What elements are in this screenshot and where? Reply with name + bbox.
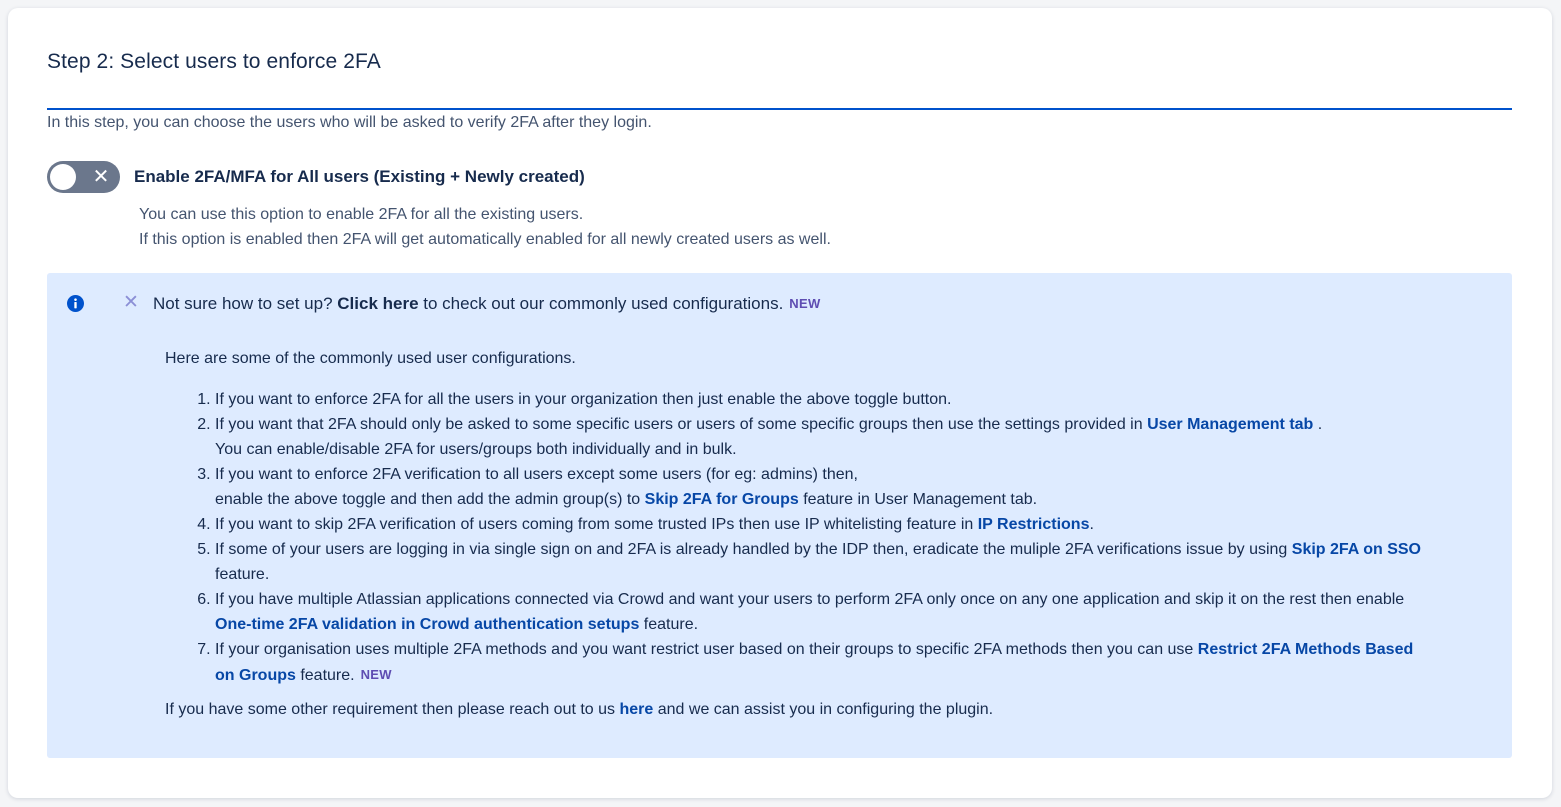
skip-2fa-for-groups-link[interactable]: Skip 2FA for Groups <box>644 491 799 508</box>
list-item <box>215 637 1435 688</box>
info-headline-text: Not sure how to set up? <box>153 294 338 313</box>
contact-here-link[interactable]: here <box>619 701 654 718</box>
list-item-text: feature. <box>639 616 699 633</box>
restrict-2fa-methods-link[interactable]: Restrict 2FA Methods Based on Groups <box>215 641 1414 684</box>
list-item-text: If some of your users are logging in via single sign on and 2FA is already handled by the IDP then, eradicate the muliple 2FA verifications issue by using <box>215 541 1292 558</box>
toggle-description <box>139 202 831 252</box>
list-item <box>215 412 1435 462</box>
new-badge: NEW <box>789 296 821 311</box>
ip-restrictions-link[interactable]: IP Restrictions <box>977 516 1090 533</box>
toggle-label: Enable 2FA/MFA for All users (Existing + Newly created) <box>134 167 585 186</box>
configurations-list <box>195 387 1435 688</box>
list-item-text: feature in User Management tab. <box>798 491 1038 508</box>
list-item-text: . <box>1313 416 1323 433</box>
list-item <box>215 537 1435 587</box>
title-divider <box>47 108 1512 110</box>
info-headline <box>153 294 821 314</box>
list-item-text: . <box>1089 516 1094 533</box>
list-item <box>215 462 1435 512</box>
list-item-text: If you want that 2FA should only be asked to some specific users or users of some specific groups then use the settings provided in <box>215 416 1148 433</box>
x-icon: ✕ <box>92 166 110 188</box>
list-item-text: If you have multiple Atlassian applications connected via Crowd and want your users to perform 2FA only once on any one application and skip it on the rest then enable <box>215 591 1405 608</box>
list-item-text: If you want to enforce 2FA verification to all users except some users (for eg: admins) then, <box>215 466 858 483</box>
list-item <box>215 512 1435 537</box>
new-badge: NEW <box>360 667 392 682</box>
step-intro: In this step, you can choose the users who will be asked to verify 2FA after they login. <box>47 114 652 131</box>
toggle-desc-line-1: You can use this option to enable 2FA for all the existing users. <box>139 206 584 223</box>
toggle-desc-line-2: If this option is enabled then 2FA will get automatically enabled for all newly created users as well. <box>139 231 831 248</box>
user-management-tab-link[interactable]: User Management tab <box>1147 416 1314 433</box>
settings-card <box>8 8 1552 798</box>
footer-text: If you have some other requirement then please reach out to us <box>165 701 620 718</box>
info-headline-text-2: to check out our commonly used configurations. <box>418 294 784 313</box>
crowd-one-time-2fa-link[interactable]: One-time 2FA validation in Crowd authentication setups <box>215 616 640 633</box>
click-here-link[interactable]: Click here <box>337 294 419 313</box>
info-circle-icon <box>67 295 84 312</box>
list-item <box>215 587 1435 637</box>
configurations-intro: Here are some of the commonly used user configurations. <box>165 350 576 367</box>
skip-2fa-on-sso-link[interactable]: Skip 2FA on SSO <box>1291 541 1421 558</box>
list-item-text: If you want to enforce 2FA for all the users in your organization then just enable the above toggle button. <box>215 391 952 408</box>
footer-text-2: and we can assist you in configuring the plugin. <box>653 701 994 718</box>
configurations-info-panel <box>47 273 1512 758</box>
list-item-text: You can enable/disable 2FA for users/groups both individually and in bulk. <box>215 441 737 458</box>
page-title: Step 2: Select users to enforce 2FA <box>47 50 381 73</box>
close-icon[interactable]: ✕ <box>123 292 139 313</box>
list-item <box>215 387 1435 412</box>
list-item-text: enable the above toggle and then add the admin group(s) to <box>215 491 645 508</box>
contact-footer <box>165 701 993 719</box>
list-item-text: If you want to skip 2FA verification of users coming from some trusted IPs then use IP whitelisting feature in <box>215 516 978 533</box>
list-item-text: feature. <box>215 566 270 583</box>
list-item-text: feature. <box>295 667 355 684</box>
enable-all-users-toggle[interactable] <box>47 161 120 193</box>
toggle-knob <box>50 164 76 190</box>
list-item-text: If your organisation uses multiple 2FA methods and you want restrict user based on their groups to specific 2FA methods then you can use <box>215 641 1198 658</box>
